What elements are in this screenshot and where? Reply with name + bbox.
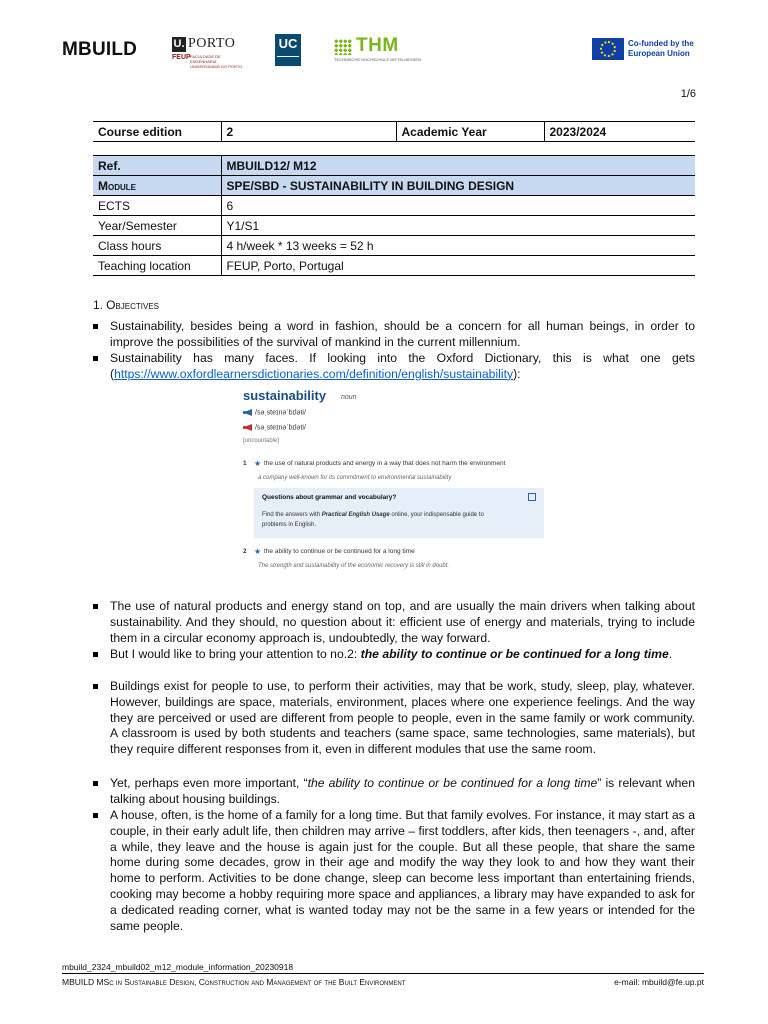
bullet-emphasis: the ability to continue or be continued for a long time [360, 647, 669, 661]
uc-logo [275, 34, 301, 66]
grammar-help-title: Questions about grammar and vocabulary? [262, 494, 397, 501]
mbuild-logo: MBUILD [62, 39, 138, 60]
bullet-item [93, 776, 695, 808]
bullet-emphasis: the ability to continue or be continued for a long time [307, 776, 598, 790]
bullet-icon [93, 808, 99, 814]
table-row [93, 216, 695, 236]
logo-bar [62, 34, 710, 68]
feup-logo-subtext: FACULDADE DE ENGENHARIA UNIVERSIDADE DO PORTO [190, 54, 243, 69]
bullet-text-end: ): [513, 366, 521, 381]
grammar-help-text-end: online, your indispensable guide to problems in English. [262, 512, 484, 528]
eu-logo-line1: Co-funded by the [628, 39, 694, 48]
bullet-text: The use of natural products and energy stand on top, and are usually the main drivers when talking about sustainability. And they should, no question about it: efficient use of energy and materials, trying to include them in a circular economy approach is, undoubtedly, the way forward. [110, 599, 695, 645]
dictionary-part-of-speech: noun [341, 394, 357, 401]
course-edition-table [93, 121, 695, 142]
academic-year-value: 2023/2024 [544, 122, 695, 142]
page-number: 1/6 [680, 88, 696, 100]
oxford-dictionary-link[interactable]: https://www.oxfordlearnersdictionaries.com/definition/english/sustainability [114, 366, 514, 381]
sense-number: 2 [243, 548, 247, 555]
ref-value: MBUILD12/ M12 [221, 156, 695, 176]
bullet-icon [93, 319, 99, 325]
bullet-icon [93, 647, 99, 653]
eu-flag-icon [592, 38, 624, 60]
row-value: Y1/S1 [221, 216, 695, 236]
table-row [93, 156, 695, 176]
bullet-text: Sustainability has many faces. If looking into the Oxford Dictionary, this is what one gets ( [110, 351, 695, 381]
thm-logo-subtext: TECHNISCHE HOCHSCHULE MITTELHESSEN [334, 57, 421, 62]
row-value: 6 [221, 196, 695, 216]
academic-year-label: Academic Year [396, 122, 544, 142]
bullet-text-end: . [668, 647, 673, 661]
speaker-us-icon [243, 424, 252, 431]
bullet-text: Sustainability, besides being a word in fashion, should be a concern for all human beings, in order to improve the possibilities of the survival of mankind in the current millennium. [110, 319, 695, 349]
row-label: ECTS [93, 196, 221, 216]
sense-example: a company well-known for its commitment to environmental sustainability [258, 475, 452, 481]
bullet-icon [93, 776, 99, 782]
bullet-icon [93, 351, 99, 357]
module-value: SPE/SBD - SUSTAINABILITY IN BUILDING DESIGN [221, 176, 695, 196]
footer-email: e-mail: mbuild@fe.up.pt [614, 977, 704, 987]
eu-cofunded-logo [592, 37, 696, 63]
footer-divider [62, 973, 704, 974]
table-row [93, 196, 695, 216]
uporto-logo-word: PORTO [188, 36, 236, 51]
row-label: Class hours [93, 236, 221, 256]
bullet-text: Buildings exist for people to use, to perform their activities, may that be work, study, sleep, play, whatever. However, buildings are space, materials, environment, places where one experience feelings. And the way they are perceived or used are different from people to people, even in the same family or work community. A classroom is used by both students and teachers (same space, same technologies, same materials), but they require different responses from it, even in different modules that use the same room. [110, 679, 695, 757]
sense-definition: the ability to continue or be continued for a long time [264, 548, 415, 555]
sense-number: 1 [243, 460, 247, 467]
course-edition-label: Course edition [93, 122, 221, 142]
row-value: FEUP, Porto, Portugal [221, 256, 695, 276]
bullet-text: Yet, perhaps even more important, “ [110, 776, 308, 790]
section-number: 1. [93, 298, 104, 312]
table-row [93, 122, 695, 142]
bullet-item [93, 599, 695, 646]
table-row [93, 236, 695, 256]
grammar-help-box [254, 488, 544, 538]
uporto-logo-mark: U. [173, 38, 185, 50]
row-label: Teaching location [93, 256, 221, 276]
dictionary-countability: [uncountable] [243, 438, 280, 444]
pronunciation-us: /səˌsteɪnəˈbɪləti/ [255, 424, 306, 432]
star-icon: ★ [254, 547, 262, 556]
sense-definition: the use of natural products and energy in a way that does not harm the environment [264, 460, 506, 467]
row-value: 4 h/week * 13 weeks = 52 h [221, 236, 695, 256]
sense-example: The strength and sustainability of the economic recovery is still in doubt. [258, 563, 450, 569]
dictionary-entry-image [240, 384, 540, 574]
ref-label: Ref. [93, 156, 221, 176]
grammar-help-book: Practical English Usage [321, 512, 390, 518]
bullet-item [93, 351, 695, 383]
star-icon: ★ [254, 459, 262, 468]
thm-dots-icon [334, 39, 352, 55]
bullet-text: A house, often, is the home of a family for a long time. But that family evolves. For instance, it may start as a couple, in their early adult life, then children may arrive – first toddlers, after kids, then teenagers -, and, after a while, they leave and the house is again just for the couple. But all these people, that share the same home during some decades, grow in their age and modify the way they look to and how they want their home to perform. Activities to be done change, sleep can become less important than entertaining friends, cooking may become a hobby requiring more space and appliances, a library may have expanded to ask for a dedicated reading corner, what is wanted today may not be the same in a few years or intended for the same people. [110, 808, 695, 933]
table-row [93, 256, 695, 276]
thm-logo-word: THM [356, 35, 399, 56]
section-heading [93, 298, 159, 312]
pronunciation-uk: /səˌsteɪnəˈbɪləti/ [255, 409, 306, 417]
dictionary-word: sustainability [243, 388, 327, 403]
eu-logo-line2: European Union [628, 49, 690, 58]
external-link-icon [528, 493, 536, 501]
bullet-icon [93, 679, 99, 685]
footer-file-name: mbuild_2324_mbuild02_m12_module_information_20230918 [62, 962, 294, 972]
bullet-icon [93, 599, 99, 605]
bullet-text: But I would like to bring your attention to no.2: [110, 647, 361, 661]
module-info-table [93, 155, 695, 276]
bullet-item [93, 319, 695, 351]
grammar-help-text: Find the answers with [262, 512, 322, 518]
bullet-item [93, 808, 695, 934]
speaker-uk-icon [243, 409, 252, 416]
section-title: Objectives [106, 298, 159, 312]
course-edition-value: 2 [221, 122, 396, 142]
module-label: Module [93, 176, 221, 196]
uporto-logo [172, 37, 244, 67]
table-row [93, 176, 695, 196]
feup-logo-text: FEUP [172, 54, 191, 61]
footer-program: MBUILD MSc in Sustainable Design, Construction and Management of the Built Environment [62, 977, 406, 987]
row-label: Year/Semester [93, 216, 221, 236]
uc-logo-text: UC [278, 36, 298, 51]
bullet-text-end: ” is relevant when talking about housing buildings. [110, 776, 695, 806]
bullet-item [93, 679, 695, 758]
thm-logo [334, 35, 421, 66]
bullet-item [93, 647, 695, 663]
